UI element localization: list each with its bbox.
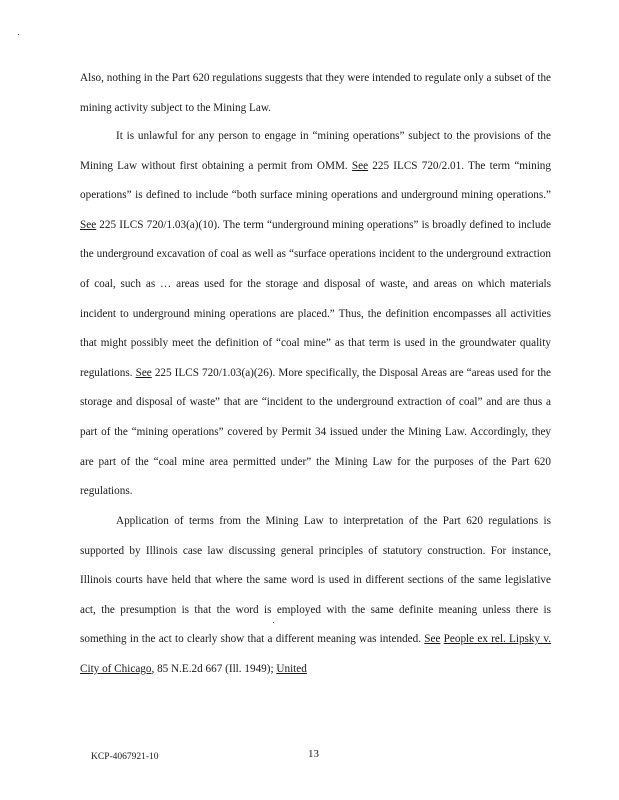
footer-document-id: KCP-4067921-10: [91, 752, 159, 762]
case-citation-lipsky: People ex rel. Lipsky v. City of Chicago: [80, 633, 551, 675]
paragraph-2-text-d: 225 ILCS 720/1.03(a)(26). More specifically, the Disposal Areas are “areas used for the storage and disposal of waste” that are “incident to the underground extraction of coal” and are thus a part of the “mining operations” covered by Permit 34 issued under the Mining Law. Accordingly, they are part of the “coal mine area permitted under” the Mining Law for the purposes of the Part 620 regulations.: [80, 366, 552, 498]
citation-signal-see-3: See: [135, 366, 152, 379]
page-number: 13: [308, 748, 319, 760]
case-citation-united: United: [276, 662, 307, 675]
paragraph-2-text-a: It is unlawful for any person to engage in “mining operations” subject to the provisions of the Mining Law without first obtaining a permit from OMM.: [80, 130, 551, 172]
citation-signal-see-1: See: [351, 159, 369, 172]
paragraph-1: [80, 64, 551, 123]
paragraph-2: [80, 122, 551, 507]
paragraph-2-text-b: 225 ILCS 720/2.01. The term “mining operations” is defined to include “both surface mining operations and underground mining operations.”: [80, 159, 551, 202]
paragraph-3: [80, 507, 551, 685]
paragraph-1-text: Also, nothing in the Part 620 regulations suggests that they were intended to regulate only a subset of the mining activity subject to the Mining Law.: [80, 72, 551, 114]
citation-signal-see-2: See: [80, 218, 97, 231]
scan-speck: [273, 622, 274, 623]
scan-speck: [18, 34, 19, 35]
citation-signal-see-4: See: [424, 633, 441, 646]
paragraph-2-text-c: 225 ILCS 720/1.03(a)(10). The term “underground mining operations” is broadly defined to include the underground excavation of coal as well as “surface operations incident to the underground extraction of coal, such as … areas used for the storage and disposal of waste, and areas on which materials incident to underground mining operations are placed.” Thus, the definition encompasses all activities that might possibly meet the definition of “coal mine” as that term is used in the groundwater quality regulations.: [80, 218, 552, 379]
case-citation-reporter: , 85 N.E.2d 667 (Ill. 1949);: [151, 662, 274, 675]
paragraph-3-text: Application of terms from the Mining Law to interpretation of the Part 620 regulations is supported by Illinois case law discussing general principles of statutory construction. For instance, Illinois courts have held that where the same word is used in different sections of the same legislative act, the presumption is that the word is employed with the same definite meaning unless there is something in the act to clearly show that a different meaning was intended.: [80, 515, 551, 646]
